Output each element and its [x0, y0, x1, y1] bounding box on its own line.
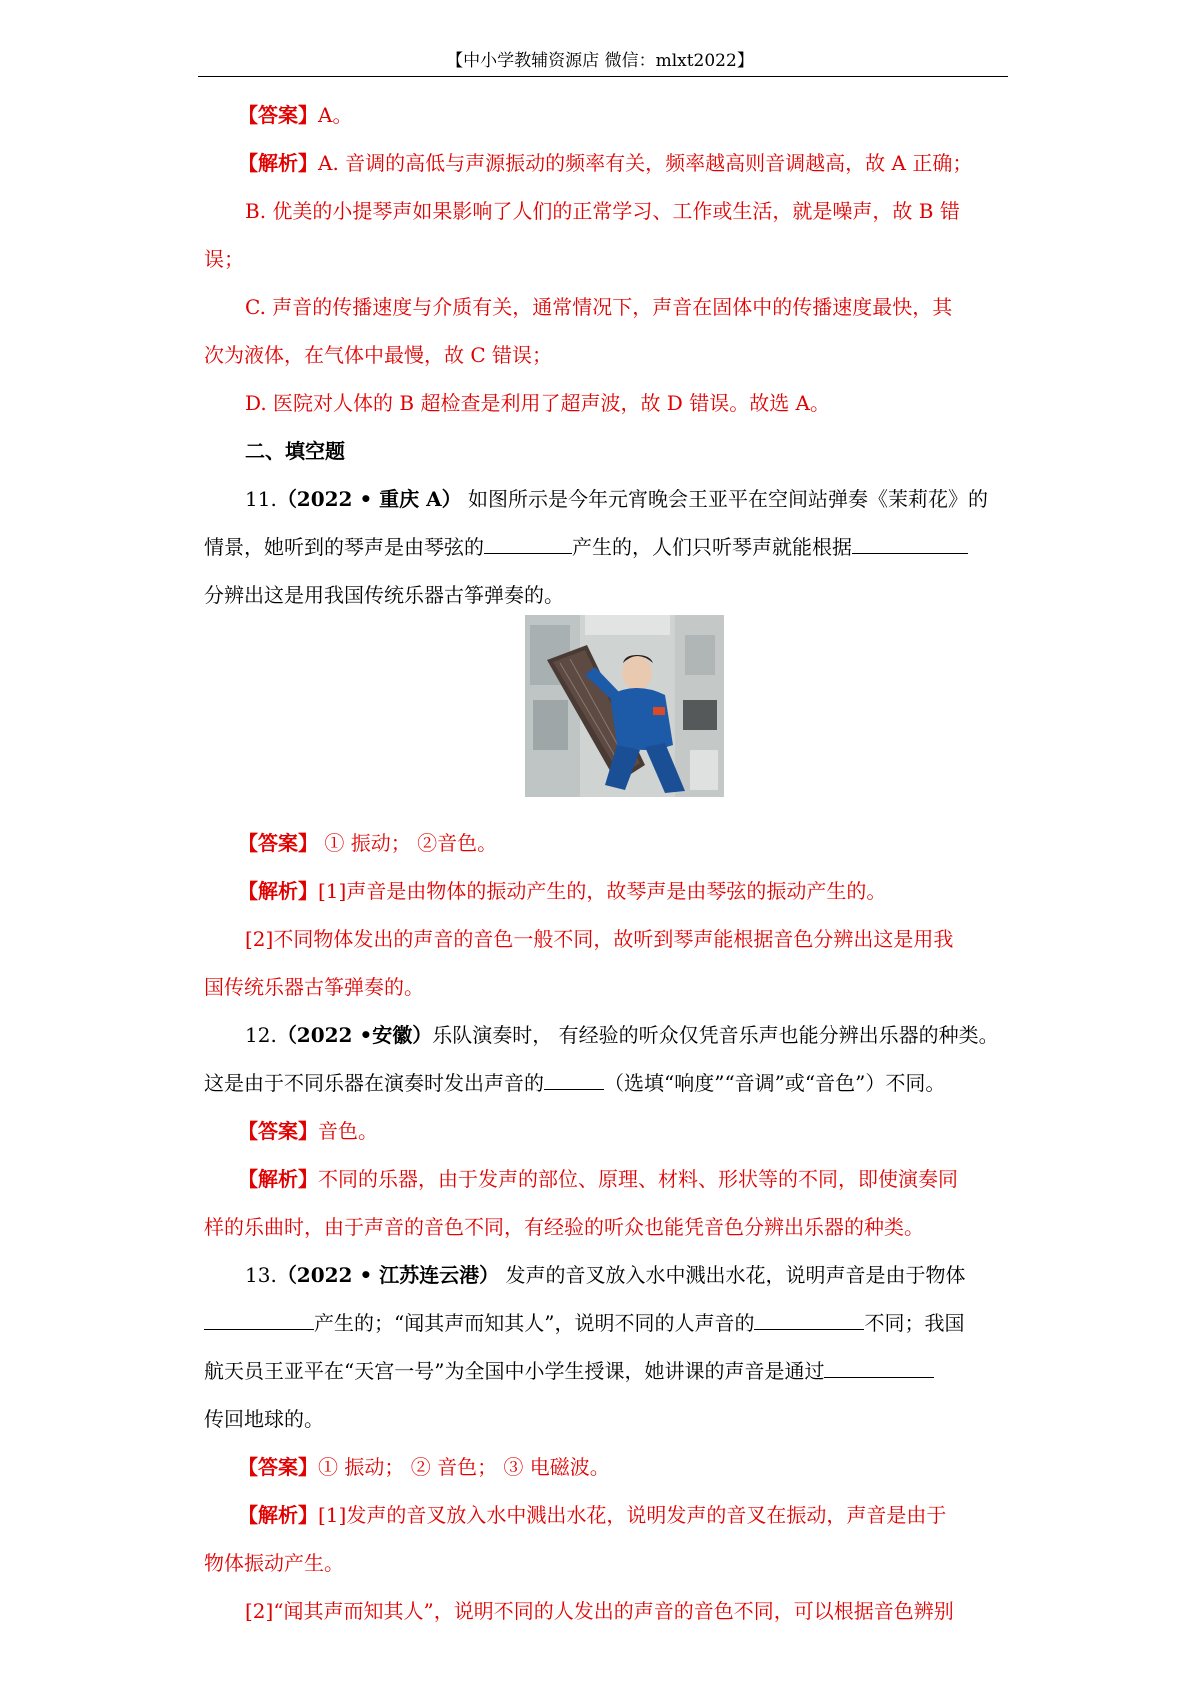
answer-blank[interactable] — [544, 1071, 604, 1090]
q10-analysis-b2: 误； — [204, 247, 244, 271]
q12-answer — [238, 1117, 378, 1145]
q11-stem-line1 — [245, 485, 988, 513]
analysis-text: [1]发声的音叉放入水中溅出水花，说明发声的音叉在振动，声音是由于 — [318, 1503, 947, 1527]
answer-blank[interactable] — [754, 1311, 864, 1330]
question-source: （2022 • 江苏连云港） — [276, 1263, 500, 1287]
q13-analysis-1b: 物体振动产生。 — [204, 1551, 344, 1575]
analysis-tag: 【解析】 — [238, 1503, 318, 1527]
answer-text: ① 振动； ②音色。 — [318, 831, 498, 855]
answer-tag: 【答案】 — [238, 831, 318, 855]
answer-tag: 【答案】 — [238, 1455, 318, 1479]
answer-tag: 【答案】 — [238, 103, 318, 127]
question-text: 产生的，人们只听琴声就能根据 — [572, 535, 852, 559]
answer-blank[interactable] — [852, 535, 968, 554]
section-title: 二、填空题 — [245, 439, 345, 463]
q10-analysis-d: D. 医院对人体的 B 超检查是利用了超声波，故 D 错误。故选 A。 — [245, 391, 830, 415]
q13-analysis-2: [2]“闻其声而知其人”，说明不同的人发出的声音的音色不同，可以根据音色辨别 — [245, 1599, 954, 1623]
q11-stem-line3: 分辨出这是用我国传统乐器古筝弹奏的。 — [204, 583, 564, 607]
question-text: 情景，她听到的琴声是由琴弦的 — [204, 535, 484, 559]
q11-analysis-2a: [2]不同物体发出的声音的音色一般不同，故听到琴声能根据音色分辨出这是用我 — [245, 927, 954, 951]
astronaut-playing-guzheng-image — [525, 615, 724, 797]
question-source: （2022 •安徽） — [276, 1023, 433, 1047]
q10-analysis-a — [238, 149, 972, 177]
q12-analysis-2: 样的乐曲时，由于声音的音色不同，有经验的听众也能凭音色分辨出乐器的种类。 — [204, 1215, 924, 1239]
question-text: 航天员王亚平在“天宫一号”为全国中小学生授课，她讲课的声音是通过 — [204, 1359, 825, 1383]
analysis-tag: 【解析】 — [238, 1167, 318, 1191]
question-text: 产生的；“闻其声而知其人”，说明不同的人声音的 — [314, 1311, 755, 1335]
answer-blank[interactable] — [484, 535, 572, 554]
q13-stem-line3 — [204, 1357, 934, 1385]
question-number: 11. — [245, 487, 277, 511]
analysis-text: 不同的乐器，由于发声的部位、原理、材料、形状等的不同，即使演奏同 — [318, 1167, 958, 1191]
q13-stem-line4: 传回地球的。 — [204, 1407, 324, 1431]
question-source: （2022 • 重庆 A） — [276, 487, 462, 511]
answer-blank[interactable] — [204, 1311, 314, 1330]
question-text: 不同；我国 — [864, 1311, 965, 1335]
q11-stem-line2 — [204, 533, 968, 561]
q13-analysis-1a — [238, 1501, 946, 1529]
analysis-tag: 【解析】 — [238, 151, 318, 175]
question-text: 发声的音叉放入水中溅出水花，说明声音是由于物体 — [499, 1263, 966, 1287]
q10-analysis-c1: C. 声音的传播速度与介质有关，通常情况下，声音在固体中的传播速度最快，其 — [245, 295, 953, 319]
question-number: 12. — [245, 1023, 277, 1047]
answer-text: 音色。 — [318, 1119, 378, 1143]
question-text: 如图所示是今年元宵晚会王亚平在空间站弹奏《茉莉花》的 — [461, 487, 989, 511]
analysis-text: A. 音调的高低与声源振动的频率有关，频率越高则音调越高，故 A 正确； — [318, 151, 973, 175]
q10-analysis-c2: 次为液体，在气体中最慢，故 C 错误； — [204, 343, 553, 367]
q10-answer — [238, 101, 352, 129]
analysis-text: [1]声音是由物体的振动产生的，故琴声是由琴弦的振动产生的。 — [318, 879, 887, 903]
question-text: （选填“响度”“音调”或“音色”）不同。 — [604, 1071, 946, 1095]
q11-analysis-2b: 国传统乐器古筝弹奏的。 — [204, 975, 424, 999]
answer-tag: 【答案】 — [238, 1119, 318, 1143]
header-divider — [198, 76, 1008, 77]
question-text: 乐队演奏时， 有经验的听众仅凭音乐声也能分辨出乐器的种类。 — [432, 1023, 999, 1047]
space-station-photo — [525, 615, 724, 797]
question-text: 这是由于不同乐器在演奏时发出声音的 — [204, 1071, 544, 1095]
analysis-tag: 【解析】 — [238, 879, 318, 903]
q12-stem-line1 — [245, 1021, 999, 1049]
q13-stem-line1 — [245, 1261, 966, 1289]
q13-answer — [238, 1453, 610, 1481]
q11-answer — [238, 829, 497, 857]
answer-text: ① 振动； ② 音色； ③ 电磁波。 — [318, 1455, 610, 1479]
page-header: 【中小学教辅资源店 微信：mlxt2022】 — [446, 51, 754, 71]
q10-analysis-b1: B. 优美的小提琴声如果影响了人们的正常学习、工作或生活，就是噪声，故 B 错 — [245, 199, 960, 223]
q12-stem-line2 — [204, 1069, 945, 1097]
answer-text: A。 — [318, 103, 353, 127]
q13-stem-line2 — [204, 1309, 964, 1337]
question-number: 13. — [245, 1263, 277, 1287]
q12-analysis-1 — [238, 1165, 958, 1193]
answer-blank[interactable] — [824, 1359, 934, 1378]
q11-analysis-1 — [238, 877, 886, 905]
